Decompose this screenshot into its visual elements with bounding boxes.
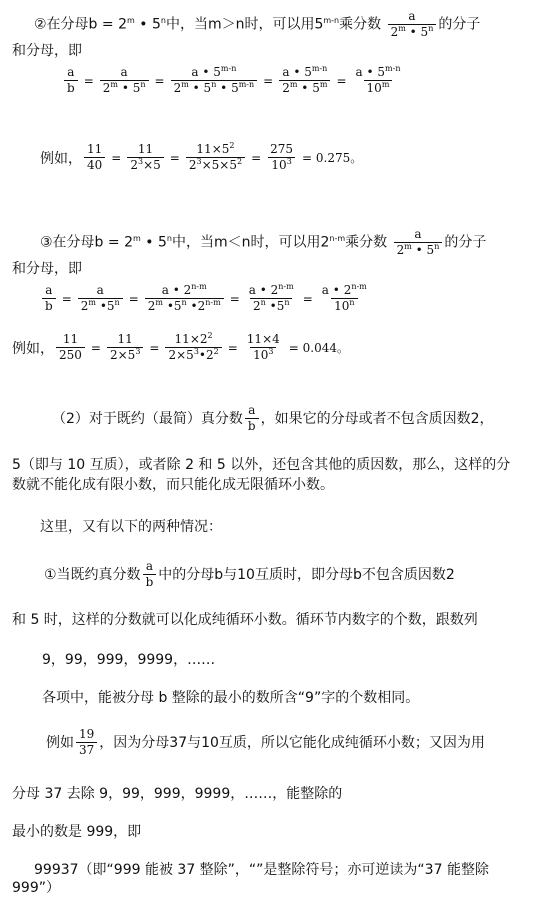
s: n (284, 298, 290, 307)
dot: • (415, 243, 423, 257)
t: • (198, 348, 206, 362)
t: 2 (173, 81, 182, 95)
s: n (434, 242, 440, 251)
t: • (220, 81, 228, 95)
t: 5 (426, 243, 435, 257)
t: × (143, 158, 154, 172)
eq: = (154, 73, 165, 88)
eq: = (90, 340, 101, 355)
result: = 0.044。 (288, 341, 349, 355)
s: m-n (311, 64, 328, 73)
t: 2 (199, 332, 208, 346)
example3-line5: 999”） (12, 880, 60, 896)
n: a (45, 283, 53, 297)
t: 2 (205, 348, 214, 362)
dot: • (139, 16, 148, 33)
frac (319, 284, 370, 313)
n: a (120, 65, 128, 79)
t: • (202, 65, 210, 79)
t: • (301, 81, 309, 95)
case2-example (40, 143, 366, 172)
eq: = (61, 291, 72, 306)
t: • (259, 283, 267, 297)
section2-line2: 5（即与 10 互质），或者除 2 和 5 以外，还包含其他的质因数，那么，这样的分 (12, 457, 511, 473)
n (279, 66, 330, 80)
frac (267, 143, 296, 172)
s: n-m (205, 298, 221, 307)
t: 5 (132, 81, 141, 95)
n (159, 284, 210, 298)
t: a (248, 283, 256, 297)
n: a (248, 403, 256, 417)
t: 5 (186, 348, 194, 362)
case2-line1 (34, 10, 480, 39)
t: 10 (334, 299, 350, 313)
n (246, 284, 297, 298)
t: 2 (80, 299, 89, 313)
t: 5 (173, 299, 182, 313)
fraction-a-over-2m5n (394, 228, 443, 257)
text: ②在分母b = 2 (34, 16, 127, 33)
sup: m (126, 15, 135, 25)
example3-line1 (46, 728, 485, 757)
t: 2 (343, 283, 352, 297)
example3-line3: 最小的数是 999，即 (12, 824, 142, 840)
n: $11\times 2^2$ (174, 331, 213, 346)
text: ，因为分母37与10互质，所以它能化成纯循环小数；又因为用 (99, 734, 485, 751)
num: 5 (157, 234, 167, 251)
case2-derivation (62, 66, 405, 95)
n: 275 (270, 142, 294, 156)
fraction-a-over-b (245, 404, 259, 433)
n: 11 (62, 332, 79, 346)
t: • (166, 299, 174, 313)
eq: = (169, 150, 180, 165)
d (145, 298, 224, 313)
case3-line2: 和分母，即 (12, 261, 82, 277)
t: 11 (246, 332, 263, 346)
t: • (293, 65, 301, 79)
t: 2 (197, 299, 206, 313)
t: 5 (231, 81, 239, 95)
d: b (42, 298, 56, 313)
eq: = (263, 73, 274, 88)
n: a (145, 559, 153, 573)
sup: m (132, 233, 141, 243)
denominator (394, 242, 443, 257)
eq: = (128, 291, 139, 306)
frac (353, 66, 404, 95)
t: 5 (276, 299, 285, 313)
t: 5 (211, 158, 220, 172)
t: 2 (282, 81, 290, 95)
t: 5 (153, 158, 161, 172)
t: • (190, 299, 198, 313)
dot: • (145, 234, 154, 251)
frac (78, 284, 123, 313)
frac (145, 284, 224, 313)
s: n (260, 298, 266, 307)
text: 乘分数 (339, 16, 382, 33)
text: 乘分数 (345, 234, 388, 251)
d: 40 (84, 157, 105, 172)
t: × (189, 332, 200, 346)
n: $11\times 5^2$ (196, 141, 235, 156)
s: m (289, 80, 298, 89)
t: 2 (130, 158, 138, 172)
s: n (349, 298, 355, 307)
text: ①当既约真分数 (44, 566, 141, 583)
text: 例如 (46, 734, 74, 751)
result: = 0.275。 (302, 151, 363, 165)
d (279, 80, 330, 95)
case3-line1 (40, 228, 486, 257)
t: • (172, 283, 180, 297)
d: $2\times 5^3$ (107, 347, 143, 362)
d: $2^3\times 5\times 5^2$ (186, 157, 245, 172)
t: 2 (188, 158, 197, 172)
t: 4 (272, 332, 280, 346)
label: 例如， (40, 150, 82, 167)
n: a (67, 65, 75, 79)
frac (186, 143, 245, 172)
d: $2^3\times 5$ (127, 157, 163, 172)
t: 10 (271, 158, 287, 172)
s: m (110, 80, 118, 89)
t: 2 (396, 243, 405, 257)
fraction-a-over-2m5n (388, 10, 437, 39)
item1-line1 (44, 560, 455, 589)
frac (165, 333, 221, 362)
d (364, 80, 393, 95)
t: 5 (203, 81, 212, 95)
eq: = (149, 340, 160, 355)
section2-line3: 数就不能化成有限小数，而只能化成无限循环小数。 (12, 477, 334, 493)
eq: = (336, 73, 347, 88)
s: m (155, 298, 163, 307)
eq: = (302, 291, 313, 306)
frac (107, 333, 143, 362)
t: 5 (106, 299, 115, 313)
case2-line2: 和分母，即 (12, 43, 82, 59)
eq: = (83, 73, 94, 88)
t: 2 (168, 348, 177, 362)
case3-derivation (40, 284, 372, 313)
sup: n (166, 233, 172, 243)
t: 5 (377, 65, 386, 79)
s: m (181, 80, 189, 89)
t: 2 (270, 283, 279, 297)
s: n-m (351, 282, 367, 291)
sup: n (160, 15, 166, 25)
sequence-9s: 9，99，999，9999，…… (42, 652, 216, 668)
eq: = (229, 291, 240, 306)
denominator (388, 24, 437, 39)
s: n (211, 80, 217, 89)
s: n (140, 80, 146, 89)
t: • (192, 81, 200, 95)
d (171, 80, 258, 95)
t: × (262, 332, 273, 346)
s: m (381, 80, 390, 89)
t: • (366, 65, 374, 79)
s: m-n (385, 64, 401, 73)
t: a (161, 283, 169, 297)
t: × (219, 158, 230, 172)
n: 11 (117, 332, 133, 346)
t: 10 (253, 348, 269, 362)
t: × (201, 158, 212, 172)
n (319, 284, 370, 298)
text: 中的分母b与10互质时，即分母b不包含质因数2 (158, 566, 455, 583)
d: b (143, 574, 157, 589)
numerator: a (414, 227, 422, 241)
t: × (176, 348, 187, 362)
t: × (117, 348, 128, 362)
d (250, 298, 293, 313)
t: 5 (221, 142, 230, 156)
dot: • (409, 25, 417, 39)
s: m (88, 298, 96, 307)
t: • (269, 299, 277, 313)
s: m (404, 242, 412, 251)
t: a (355, 65, 363, 79)
s: n (114, 298, 120, 307)
n (353, 66, 404, 80)
frac (64, 66, 78, 95)
frac (246, 284, 297, 313)
t: 2 (147, 299, 156, 313)
n (188, 66, 239, 80)
frac (84, 143, 105, 172)
item1-line4: 各项中，能被分母 b 整除的最小的数所含“9”字的个数相同。 (42, 690, 420, 706)
t: 5 (127, 348, 136, 362)
text: ③在分母b = 2 (40, 234, 133, 251)
label: 例如， (12, 340, 54, 357)
text: 中，当m＜n时，可以用2 (171, 234, 330, 251)
text: 的分子 (444, 234, 487, 251)
s: m-n (220, 64, 237, 73)
frac (127, 143, 163, 172)
frac (56, 333, 85, 362)
t: 5 (420, 25, 429, 39)
num: 5 (151, 16, 161, 33)
d: $10^3$ (268, 157, 294, 172)
s: n (181, 298, 187, 307)
numerator: a (408, 9, 416, 23)
s: m (319, 80, 328, 89)
text: （2）对于既约（最简）真分数 (52, 410, 243, 427)
sup: n (428, 24, 434, 33)
d: 37 (76, 742, 97, 757)
d: $10^3$ (250, 347, 276, 362)
text: 的分子 (438, 16, 481, 33)
t: 5 (304, 65, 312, 79)
t: 2 (390, 25, 399, 39)
s: n-m (191, 282, 207, 291)
frac (279, 66, 330, 95)
eq: = (227, 340, 238, 355)
frac (244, 333, 283, 362)
d (331, 298, 357, 313)
t: 2 (252, 299, 261, 313)
n: a (96, 283, 104, 297)
cases-intro: 这里，又有以下的两种情况： (40, 519, 222, 535)
sup: n-m (329, 233, 346, 243)
frac (42, 284, 56, 313)
s: m-n (238, 80, 255, 89)
t: a (321, 283, 329, 297)
n: 19 (79, 727, 95, 741)
item1-line2: 和 5 时，这样的分数就可以化成纯循环小数。循环节内数字的个数，跟数列 (12, 612, 478, 628)
t: 2 (102, 81, 111, 95)
case3-example (12, 333, 353, 362)
d: $2\times 5^3•2^2$ (165, 347, 221, 362)
t: a (282, 65, 290, 79)
d: 250 (56, 347, 85, 362)
t: 2 (109, 348, 118, 362)
eq: = (111, 150, 122, 165)
t: 10 (366, 81, 382, 95)
t: × (211, 142, 222, 156)
n: 11 (137, 142, 154, 156)
t: 5 (213, 65, 221, 79)
t: • (332, 283, 340, 297)
t: 11 (174, 332, 190, 346)
example3-line2: 分母 37 去除 9，99，999，9999，……，能整除的 (12, 786, 343, 802)
d: b (64, 80, 78, 95)
sup: m-n (323, 15, 340, 25)
t: a (191, 65, 199, 79)
frac (171, 66, 258, 95)
t: 2 (183, 283, 192, 297)
eq: = (251, 150, 262, 165)
text: 中，当m＞n时，可以用5 (165, 16, 324, 33)
t: 11 (196, 142, 212, 156)
t: 5 (312, 81, 320, 95)
d (78, 298, 123, 313)
sup: m (398, 24, 406, 33)
n: 11 (87, 142, 103, 156)
t: • (99, 299, 107, 313)
d (100, 80, 149, 95)
example3-line4: 99937（即“999 能被 37 整除”，“”是整除符号；亦可逆读为“37 能整除 (34, 862, 489, 878)
s: n-m (278, 282, 294, 291)
fraction-a-over-b (143, 560, 157, 589)
section2-line1 (52, 404, 494, 433)
fraction-19-over-37 (76, 728, 97, 757)
t: • (121, 81, 129, 95)
n (244, 333, 283, 347)
t: 5 (229, 158, 237, 172)
d: b (245, 418, 259, 433)
text: ，如果它的分母或者不包含质因数2， (260, 410, 494, 427)
frac (100, 66, 149, 95)
